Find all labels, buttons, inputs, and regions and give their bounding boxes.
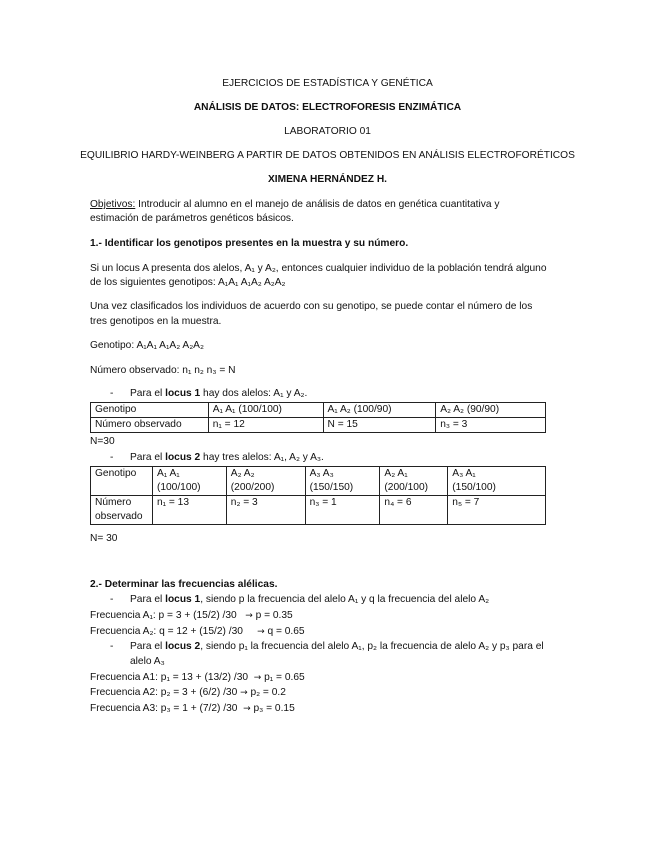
locus-1-total: N=30 xyxy=(90,436,115,447)
table-cell: n₃ = 1 xyxy=(305,496,380,525)
table-cell xyxy=(305,467,380,496)
genotype-name: A₃ A₃ xyxy=(309,468,334,479)
table-cell: n₅ = 7 xyxy=(448,496,546,525)
freq-locus-1-post: , siendo p la frecuencia del alelo A₁ y q la frecuencia del alelo A₂ xyxy=(200,594,490,605)
count-label-line-2: observado xyxy=(95,511,143,522)
locus-2-table xyxy=(90,466,546,525)
objectives-line-2: estimación de parámetros genéticos básicos. xyxy=(90,213,294,224)
freq-result: p₁ = 0.65 xyxy=(264,672,305,683)
table-cell xyxy=(448,467,546,496)
table-cell: n₄ = 6 xyxy=(380,496,448,525)
genotype-code: (150/150) xyxy=(309,482,354,493)
table-cell: n₁ = 12 xyxy=(208,418,323,433)
freq-a2-locus-1 xyxy=(90,625,305,639)
freq-result: p = 0.35 xyxy=(255,610,293,621)
freq-formula: Frecuencia A2: p₂ = 3 + (6/2) /30 xyxy=(90,687,238,698)
freq-a1-locus-2 xyxy=(90,671,305,685)
count-label-line-1: Número xyxy=(95,497,132,508)
freq-result: q = 0.65 xyxy=(267,626,305,637)
table-cell: n₂ = 3 xyxy=(226,496,305,525)
genotype-name: A₂ A₁ xyxy=(384,468,408,479)
genotype-list: Genotipo: A₁A₁ A₁A₂ A₂A₂ xyxy=(90,340,204,351)
table-cell: Genotipo xyxy=(91,467,153,496)
freq-a2-locus-2 xyxy=(90,686,286,700)
table-cell: n₃ = 3 xyxy=(436,418,546,433)
locus-1-intro-post: hay dos alelos: A₁ y A₂. xyxy=(200,388,308,399)
arrow-icon: → xyxy=(243,704,251,714)
locus-2-intro xyxy=(130,451,324,464)
section-1-paragraph-1-line-1: Si un locus A presenta dos alelos, A₁ y A₂, entonces cualquier individuo de la población tendrá alguno xyxy=(90,263,547,274)
freq-result: p₂ = 0.2 xyxy=(250,687,286,698)
freq-locus-2-intro-line-2: alelo A₃ xyxy=(130,656,165,667)
locus-1-table xyxy=(90,402,546,433)
author-name: XIMENA HERNÁNDEZ H. xyxy=(267,174,388,185)
locus-2-bullet: - xyxy=(110,452,114,463)
arrow-icon: → xyxy=(240,688,248,698)
freq-locus-2-pre: Para el xyxy=(130,641,166,652)
table-cell: A₁ A₂ (100/90) xyxy=(323,403,436,418)
section-1-paragraph-2-line-1: Una vez clasificados los individuos de acuerdo con su genotipo, se puede contar el número de los xyxy=(90,301,533,312)
table-cell: Genotipo xyxy=(91,403,209,418)
locus-1-intro-bold: locus 1 xyxy=(165,388,201,399)
genotype-name: A₃ A₁ xyxy=(452,468,476,479)
table-row xyxy=(91,467,546,496)
table-cell xyxy=(380,467,448,496)
freq-locus-2-post: , siendo p₁ la frecuencia del alelo A₁, p₂ la frecuencia de alelo A₂ y p₃ para el xyxy=(200,641,544,652)
table-cell: A₁ A₁ (100/100) xyxy=(208,403,323,418)
genotype-code: (150/100) xyxy=(452,482,496,493)
document-title: ANÁLISIS DE DATOS: ELECTROFORESIS ENZIMÁTICA xyxy=(193,102,462,113)
locus-2-total: N= 30 xyxy=(90,533,118,544)
arrow-icon: → xyxy=(253,673,262,683)
freq-locus-2-intro xyxy=(130,640,544,653)
freq-formula: Frecuencia A₂: q = 12 + (15/2) /30 xyxy=(90,626,243,637)
lab-label: LABORATORIO 01 xyxy=(284,126,371,137)
section-2-heading: 2.- Determinar las frecuencias alélicas. xyxy=(90,579,278,590)
locus-2-intro-post: hay tres alelos: A₁, A₂ y A₃. xyxy=(200,452,324,463)
table-cell: Número observado xyxy=(91,418,209,433)
table-cell xyxy=(152,467,226,496)
locus-2-intro-bold: locus 2 xyxy=(165,452,201,463)
freq-locus-1-bold: locus 1 xyxy=(165,594,201,605)
freq-locus-2-bullet: - xyxy=(110,641,114,652)
freq-a1-locus-1 xyxy=(90,609,293,623)
table-cell xyxy=(91,496,153,525)
table-cell xyxy=(226,467,305,496)
genotype-code: (100/100) xyxy=(156,482,201,493)
freq-locus-2-bold: locus 2 xyxy=(165,641,201,652)
locus-2-intro-pre: Para el xyxy=(130,452,166,463)
locus-1-intro-pre: Para el xyxy=(130,388,166,399)
freq-locus-1-pre: Para el xyxy=(130,594,166,605)
table-cell: N = 15 xyxy=(323,418,436,433)
objectives-line-1 xyxy=(90,198,499,211)
section-1-paragraph-1-line-2: de los siguientes genotipos: A₁A₁ A₁A₂ A₂A₂ xyxy=(90,277,286,288)
genotype-name: A₁ A₁ xyxy=(156,468,180,479)
arrow-icon: → xyxy=(245,611,253,621)
table-row xyxy=(91,418,546,433)
genotype-name: A₂ A₂ xyxy=(230,468,255,479)
objectives-text: Introducir al alumno en el manejo de análisis de datos en genética cuantitativa y xyxy=(135,199,500,210)
freq-formula: Frecuencia A3: p₃ = 1 + (7/2) /30 xyxy=(90,703,238,714)
document-subtitle: EQUILIBRIO HARDY-WEINBERG A PARTIR DE DATOS OBTENIDOS EN ANÁLISIS ELECTROFORÉTICOS xyxy=(80,150,575,161)
locus-1-intro xyxy=(130,387,307,400)
freq-formula: Frecuencia A₁: p = 3 + (15/2) /30 xyxy=(90,610,237,621)
freq-result: p₃ = 0.15 xyxy=(253,703,295,714)
freq-locus-1-bullet: - xyxy=(110,594,114,605)
freq-a3-locus-2 xyxy=(90,702,295,716)
observed-count-line: Número observado: n₁ n₂ n₃ = N xyxy=(90,365,236,376)
table-cell: n₁ = 13 xyxy=(152,496,226,525)
genotype-code: (200/200) xyxy=(230,482,275,493)
table-row xyxy=(91,496,546,525)
course-title: EJERCICIOS DE ESTADÍSTICA Y GENÉTICA xyxy=(222,78,433,89)
table-cell: A₂ A₂ (90/90) xyxy=(436,403,546,418)
arrow-icon: → xyxy=(257,627,265,637)
section-1-paragraph-2-line-2: tres genotipos en la muestra. xyxy=(90,316,222,327)
table-row xyxy=(91,403,546,418)
section-1-heading: 1.- Identificar los genotipos presentes en la muestra y su número. xyxy=(90,238,409,249)
locus-1-bullet: - xyxy=(110,388,114,399)
genotype-code: (200/100) xyxy=(384,482,429,493)
objectives-label: Objetivos: xyxy=(90,199,136,210)
freq-locus-1-intro xyxy=(130,593,489,606)
freq-formula: Frecuencia A1: p₁ = 13 + (13/2) /30 xyxy=(90,672,249,683)
